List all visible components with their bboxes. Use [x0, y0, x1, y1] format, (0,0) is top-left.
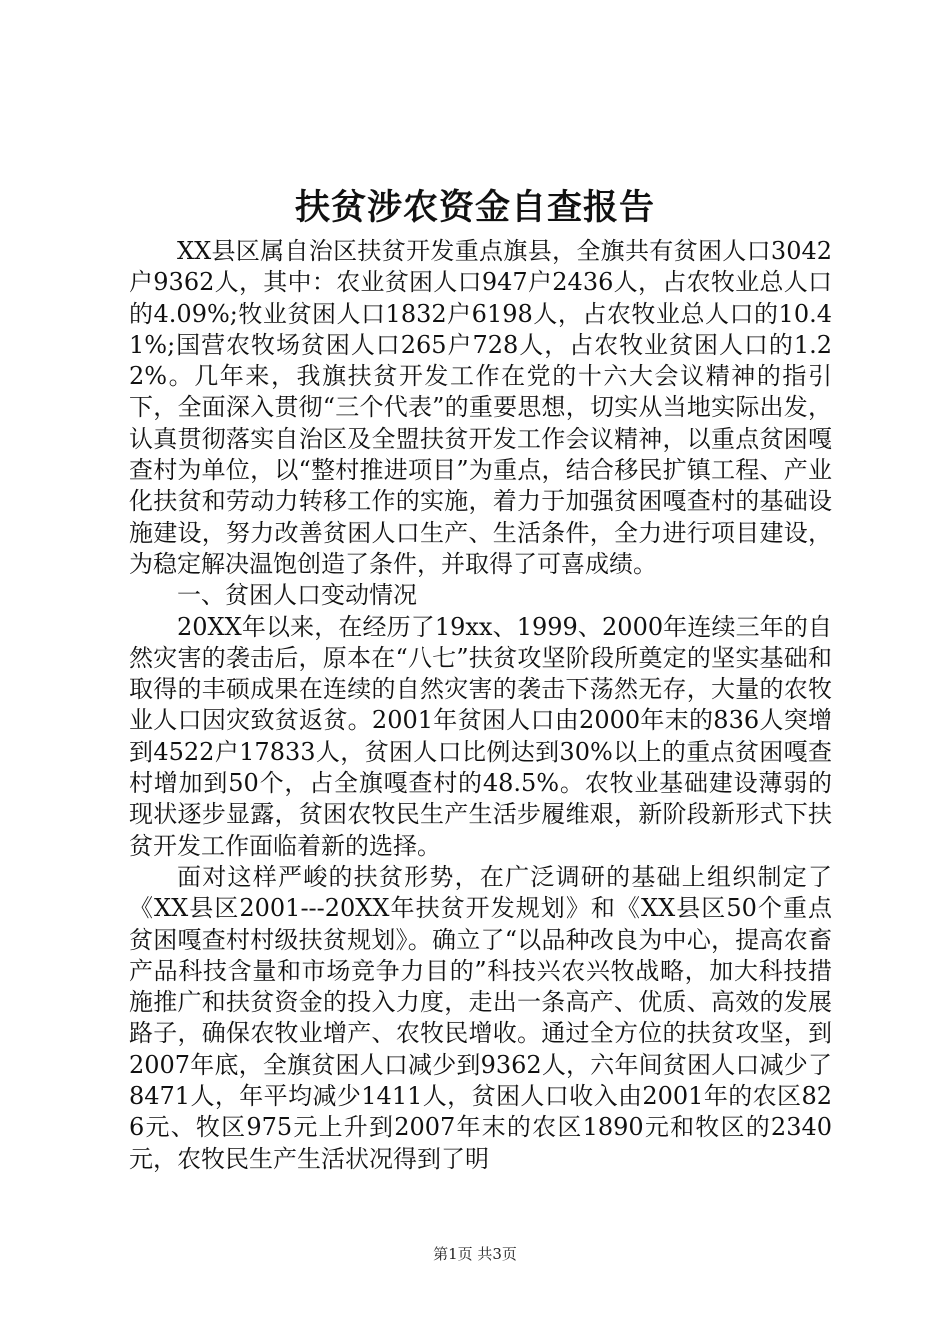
paragraph-poverty-strategy: 面对这样严峻的扶贫形势，在广泛调研的基础上组织制定了《XX县区2001---20XX年扶贫开发规划》和《XX县区50个重点贫困嘎查村村级扶贫规划》。确立了“以品种改良为中心，提高农畜产品科技含量和市场竞争力目的”科技兴农兴牧战略，加大科技措施推广和扶贫资金的投入力度，走出一条高产、优质、高效的发展路子，确保农牧业增产、农牧民增收。通过全方位的扶贫攻坚，到2007年底，全旗贫困人口减少到9362人，六年间贫困人口减少了8471人，年平均减少1411人，贫困人口收入由2001年的农区826元、牧区975元上升到2007年末的农区1890元和牧区的2340元，农牧民生产生活状况得到了明 [129, 862, 832, 1173]
paragraph-poverty-history: 20XX年以来，在经历了19xx、1999、2000年连续三年的自然灾害的袭击后，原本在“八七”扶贫攻坚阶段所奠定的坚实基础和取得的丰硕成果在连续的自然灾害的袭击下荡然无存，大量的农牧业人口因灾致贫返贫。2001年贫困人口由2000年末的836人突增到4522户17833人，贫困人口比例达到30%以上的重点贫困嘎查村增加到50个，占全旗嘎查村的48.5%。农牧业基础建设薄弱的现状逐步显露，贫困农牧民生产生活步履维艰，新阶段新形式下扶贫开发工作面临着新的选择。 [129, 612, 832, 860]
document-body [129, 236, 832, 1175]
page-number-footer: 第1页 共3页 [433, 1245, 517, 1263]
paragraph-intro: XX县区属自治区扶贫开发重点旗县，全旗共有贫困人口3042户9362人，其中：农业贫困人口947户2436人，占农牧业总人口的4.09%;牧业贫困人口1832户6198人，占农牧业总人口的10.41%;国营农牧场贫困人口265户728人，占农牧业贫困人口的1.22%。几年来，我旗扶贫开发工作在党的十六大会议精神的指引下，全面深入贯彻“三个代表”的重要思想，切实从当地实际出发，认真贯彻落实自治区及全盟扶贫开发工作会议精神，以重点贫困嘎查村为单位，以“整村推进项目”为重点，结合移民扩镇工程、产业化扶贫和劳动力转移工作的实施，着力于加强贫困嘎查村的基础设施建设，努力改善贫困人口生产、生活条件，全力进行项目建设，为稳定解决温饱创造了条件，并取得了可喜成绩。 [129, 237, 832, 578]
document-title: 扶贫涉农资金自查报告 [294, 187, 655, 228]
section-heading-poverty-change: 一、贫困人口变动情况 [177, 581, 417, 610]
